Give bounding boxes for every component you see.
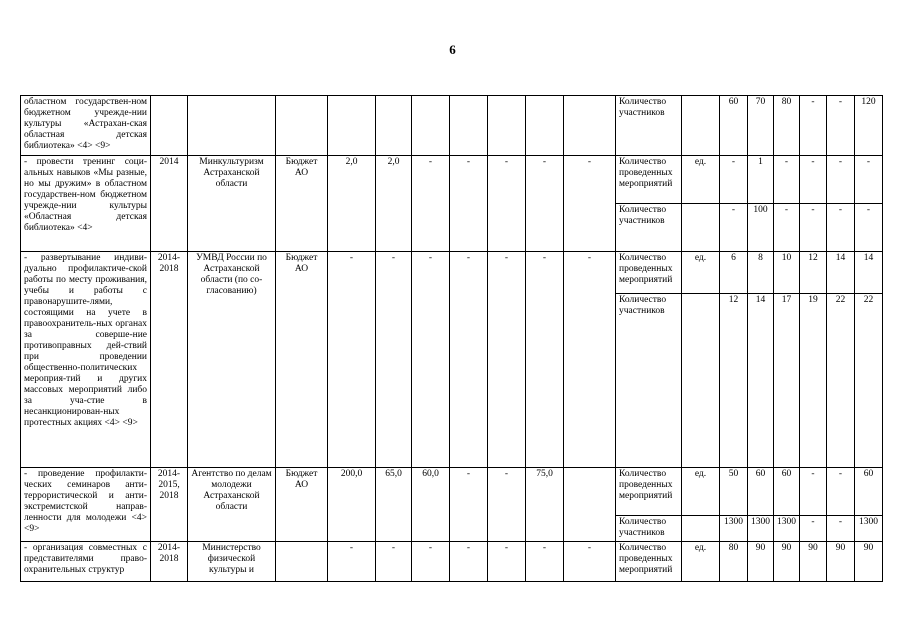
indicator-name-cell: Количество проведенных мероприятий xyxy=(616,542,682,582)
indicator-value-cell: 1 xyxy=(748,156,774,204)
year-cell xyxy=(151,96,188,156)
amount-cell xyxy=(412,96,450,156)
amount-cell: - xyxy=(328,542,376,582)
table-row xyxy=(21,156,883,204)
indicator-value-cell: 70 xyxy=(748,96,774,156)
indicator-value-cell: - xyxy=(800,156,827,204)
indicator-value-cell: - xyxy=(827,204,855,252)
indicator-value-cell: 90 xyxy=(827,542,855,582)
indicator-value-cell: 80 xyxy=(774,96,800,156)
amount-cell: - xyxy=(412,542,450,582)
amount-cell: - xyxy=(412,156,450,252)
indicator-unit-cell xyxy=(682,204,720,252)
executor-cell: Агентство по делам молодежи Астраханской области xyxy=(188,468,276,542)
page-number: 6 xyxy=(449,42,456,57)
amount-cell: 2,0 xyxy=(376,156,412,252)
indicator-value-cell: 90 xyxy=(774,542,800,582)
indicator-value-cell: 60 xyxy=(855,468,883,516)
indicator-value-cell: - xyxy=(800,204,827,252)
executor-cell: Минкультуризм Астраханской области xyxy=(188,156,276,252)
indicator-value-cell: 1300 xyxy=(748,516,774,542)
indicator-unit-cell xyxy=(682,294,720,468)
indicator-value-cell: 19 xyxy=(800,294,827,468)
indicator-value-cell: 50 xyxy=(720,468,748,516)
event-cell: - провести тренинг соци-альных навыков «Мы разные, но мы дружим» в областном государствен-ном бюджетном учрежде-нии культуры «Областная детская библиотека» <4> xyxy=(21,156,151,252)
year-cell: 2014-2015, 2018 xyxy=(151,468,188,542)
indicator-value-cell: - xyxy=(800,516,827,542)
indicator-value-cell: 60 xyxy=(748,468,774,516)
table-body xyxy=(21,96,883,582)
year-cell: 2014-2018 xyxy=(151,542,188,582)
indicator-value-cell: - xyxy=(827,516,855,542)
indicator-value-cell: 1300 xyxy=(855,516,883,542)
indicator-name-cell: Количество участников xyxy=(616,294,682,468)
indicator-value-cell: 60 xyxy=(720,96,748,156)
indicator-name-cell: Количество проведенных мероприятий xyxy=(616,468,682,516)
amount-cell: - xyxy=(450,252,488,468)
table-row xyxy=(21,96,883,156)
amount-cell: 60,0 xyxy=(412,468,450,542)
indicator-value-cell: 1300 xyxy=(720,516,748,542)
indicator-value-cell: - xyxy=(774,156,800,204)
amount-cell xyxy=(564,96,616,156)
amount-cell: - xyxy=(564,252,616,468)
indicator-value-cell: - xyxy=(827,96,855,156)
indicator-value-cell: 1300 xyxy=(774,516,800,542)
indicator-value-cell: 6 xyxy=(720,252,748,294)
amount-cell: 75,0 xyxy=(526,468,564,542)
indicator-value-cell: - xyxy=(827,156,855,204)
event-cell: - проведение профилакти-ческих семинаров анти-террористической и анти-экстремистской направ-ленности для молодежи <4> <9> xyxy=(21,468,151,542)
year-cell: 2014 xyxy=(151,156,188,252)
year-cell: 2014-2018 xyxy=(151,252,188,468)
amount-cell xyxy=(564,468,616,542)
amount-cell: - xyxy=(376,252,412,468)
source-cell xyxy=(276,542,328,582)
indicator-value-cell: - xyxy=(720,204,748,252)
amount-cell: - xyxy=(564,542,616,582)
amount-cell xyxy=(376,96,412,156)
indicator-unit-cell xyxy=(682,96,720,156)
indicator-value-cell: - xyxy=(855,204,883,252)
indicator-value-cell: 22 xyxy=(855,294,883,468)
indicator-value-cell: 10 xyxy=(774,252,800,294)
executor-cell: УМВД России по Астраханской области (по со-гласованию) xyxy=(188,252,276,468)
amount-cell: 65,0 xyxy=(376,468,412,542)
amount-cell: - xyxy=(488,252,526,468)
table-row xyxy=(21,542,883,582)
indicator-value-cell: 14 xyxy=(855,252,883,294)
source-cell: Бюджет АО xyxy=(276,252,328,468)
indicator-value-cell: 90 xyxy=(748,542,774,582)
amount-cell: 2,0 xyxy=(328,156,376,252)
event-cell: - организация совместных с представителями право-охранительных структур xyxy=(21,542,151,582)
amount-cell: - xyxy=(328,252,376,468)
amount-cell: - xyxy=(376,542,412,582)
indicator-value-cell: 12 xyxy=(800,252,827,294)
indicator-unit-cell: ед. xyxy=(682,468,720,516)
indicator-value-cell: - xyxy=(800,468,827,516)
indicator-value-cell: 100 xyxy=(748,204,774,252)
source-cell: Бюджет АО xyxy=(276,156,328,252)
amount-cell: - xyxy=(526,542,564,582)
amount-cell: - xyxy=(450,156,488,252)
amount-cell xyxy=(328,96,376,156)
indicator-value-cell: 80 xyxy=(720,542,748,582)
program-table xyxy=(20,95,883,582)
indicator-value-cell: 14 xyxy=(748,294,774,468)
amount-cell: 200,0 xyxy=(328,468,376,542)
amount-cell: - xyxy=(488,156,526,252)
amount-cell: - xyxy=(488,542,526,582)
table-row xyxy=(21,252,883,294)
indicator-value-cell: 12 xyxy=(720,294,748,468)
indicator-value-cell: - xyxy=(774,204,800,252)
amount-cell xyxy=(450,96,488,156)
indicator-value-cell: 120 xyxy=(855,96,883,156)
indicator-unit-cell: ед. xyxy=(682,252,720,294)
indicator-name-cell: Количество проведенных мероприятий xyxy=(616,156,682,204)
indicator-name-cell: Количество проведенных мероприятий xyxy=(616,252,682,294)
amount-cell: - xyxy=(450,542,488,582)
amount-cell xyxy=(488,96,526,156)
indicator-value-cell: 8 xyxy=(748,252,774,294)
indicator-value-cell: - xyxy=(855,156,883,204)
amount-cell: - xyxy=(526,252,564,468)
indicator-unit-cell: ед. xyxy=(682,542,720,582)
amount-cell: - xyxy=(412,252,450,468)
executor-cell: Министерство физической культуры и xyxy=(188,542,276,582)
indicator-value-cell: 14 xyxy=(827,252,855,294)
amount-cell: - xyxy=(526,156,564,252)
executor-cell xyxy=(188,96,276,156)
indicator-value-cell: 22 xyxy=(827,294,855,468)
indicator-value-cell: 90 xyxy=(800,542,827,582)
amount-cell: - xyxy=(450,468,488,542)
amount-cell xyxy=(526,96,564,156)
event-cell: - развертывание индиви-дуально профилактиче-ской работы по месту проживания, учебы и работы с правонарушите-лями, состоящими на учете в правоохранитель-ных органах за соверше-ние противоправных дей-ствий при проведении общественно-политических мероприя-тий и других массовых мероприятий либо за уча-стие в несанкционирован-ных протестных акциях <4> <9> xyxy=(21,252,151,468)
indicator-value-cell: - xyxy=(827,468,855,516)
source-cell xyxy=(276,96,328,156)
event-cell: областном государствен-ном бюджетном учрежде-нии культуры «Астрахан-ская областная детская библиотека» <4> <9> xyxy=(21,96,151,156)
indicator-value-cell: 60 xyxy=(774,468,800,516)
indicator-value-cell: 17 xyxy=(774,294,800,468)
amount-cell: - xyxy=(488,468,526,542)
source-cell: Бюджет АО xyxy=(276,468,328,542)
indicator-value-cell: - xyxy=(720,156,748,204)
table-row xyxy=(21,468,883,516)
indicator-name-cell: Количество участников xyxy=(616,96,682,156)
indicator-value-cell: 90 xyxy=(855,542,883,582)
indicator-unit-cell: ед. xyxy=(682,156,720,204)
indicator-unit-cell xyxy=(682,516,720,542)
indicator-name-cell: Количество участников xyxy=(616,204,682,252)
amount-cell: - xyxy=(564,156,616,252)
indicator-name-cell: Количество участников xyxy=(616,516,682,542)
indicator-value-cell: - xyxy=(800,96,827,156)
